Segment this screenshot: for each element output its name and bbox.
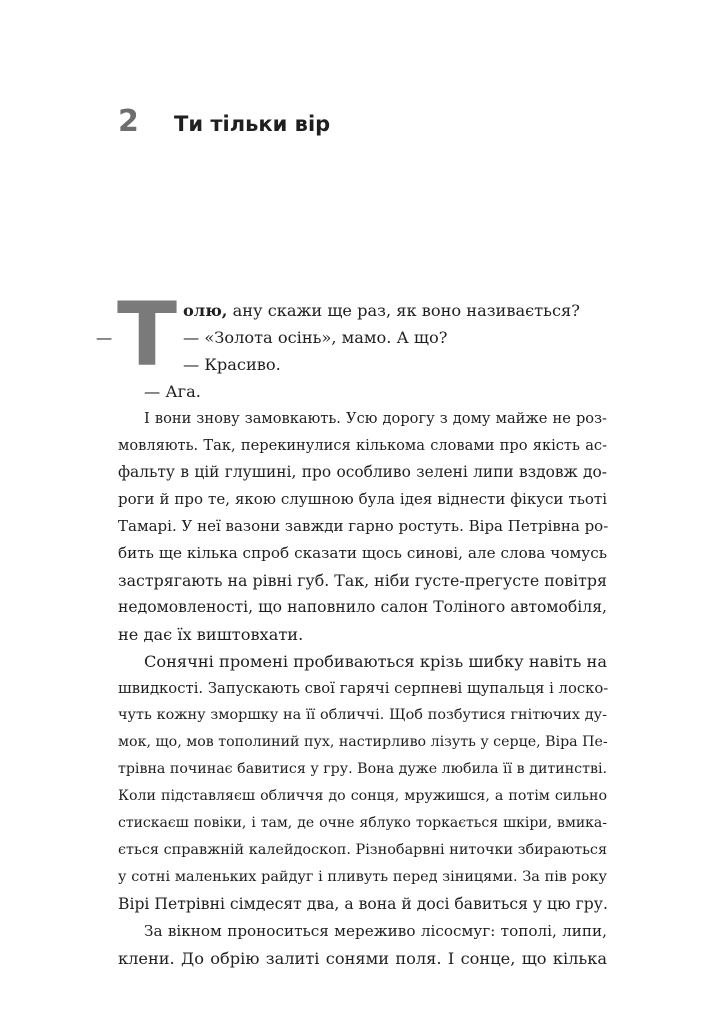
text-line: Вірі Петрівні сімдесят два, а вона й досі бавиться у цю гру. bbox=[118, 895, 608, 913]
text-line: ється справжній калейдоскоп. Різнобарвні ниточки збираються bbox=[118, 842, 608, 858]
text-line: клени. До обрію залиті сонями поля. І сонце, що кілька bbox=[118, 949, 607, 968]
text-line: у сотні маленьких райдуг і пливуть перед зіницями. За пів року bbox=[118, 869, 607, 885]
text-line: І вони знову замовкають. Усю дорогу з дому майже не роз- bbox=[144, 410, 607, 427]
opening-word: олю, bbox=[183, 301, 228, 320]
drop-cap-letter: Т bbox=[117, 283, 178, 386]
text-line: Тамарі. У неї вазони завжди гарно ростуть. Віра Петрівна ро- bbox=[118, 517, 609, 535]
text-line: не дає їх виштовхати. bbox=[118, 625, 304, 644]
text-line: стискаєш повіки, і там, де очне яблуко торкається шкіри, вмика- bbox=[118, 815, 607, 831]
text-line: бить ще кілька спроб сказати щось синові, але слова чомусь bbox=[118, 544, 607, 562]
text-line: За вікном проноситься мереживо лісосмуг: тополі, липи, bbox=[144, 922, 607, 940]
dialogue-dash: — bbox=[96, 328, 113, 347]
text-line: мок, що, мов тополиний пух, настирливо лізуть у серце, Віра Пе- bbox=[118, 734, 608, 750]
text-line bbox=[183, 297, 607, 324]
text-line: — «Золота осінь», мамо. А що? bbox=[183, 328, 448, 347]
line-text: ану скажи ще раз, як воно називається? bbox=[227, 301, 580, 320]
text-line: трівна починає бавитися у гру. Вона дуже любила її в дитинстві. bbox=[118, 761, 607, 777]
text-line: — Ага. bbox=[144, 382, 201, 401]
text-line: швидкості. Запускають свої гарячі серпневі щупальця і лоско- bbox=[118, 680, 609, 697]
text-line: Коли підставляєш обличчя до сонця, мружишся, а потім сильно bbox=[118, 788, 607, 804]
text-line: застрягають на рівні губ. Так, ніби густе-прегусте повітря bbox=[118, 571, 607, 590]
chapter-number: 2 bbox=[118, 104, 139, 139]
text-line: недомовленості, що наповнило салон Толіного автомобіля, bbox=[118, 598, 607, 616]
text-line: чуть кожну зморшку на її обличчі. Щоб позбутися гнітючих ду- bbox=[118, 707, 607, 723]
text-line: роги й про те, якою слушною була ідея віднести фікуси тьоті bbox=[118, 490, 607, 508]
text-line: фальту в цій глушині, про особливо зелені липи вздовж до- bbox=[118, 463, 607, 481]
text-line: мовляють. Так, перекинулися кількома словами про якість ас- bbox=[118, 437, 607, 454]
text-line: Сонячні промені пробиваються крізь шибку навіть на bbox=[144, 652, 607, 671]
chapter-title: Ти тільки вір bbox=[174, 112, 331, 136]
text-line: — Красиво. bbox=[183, 355, 281, 374]
